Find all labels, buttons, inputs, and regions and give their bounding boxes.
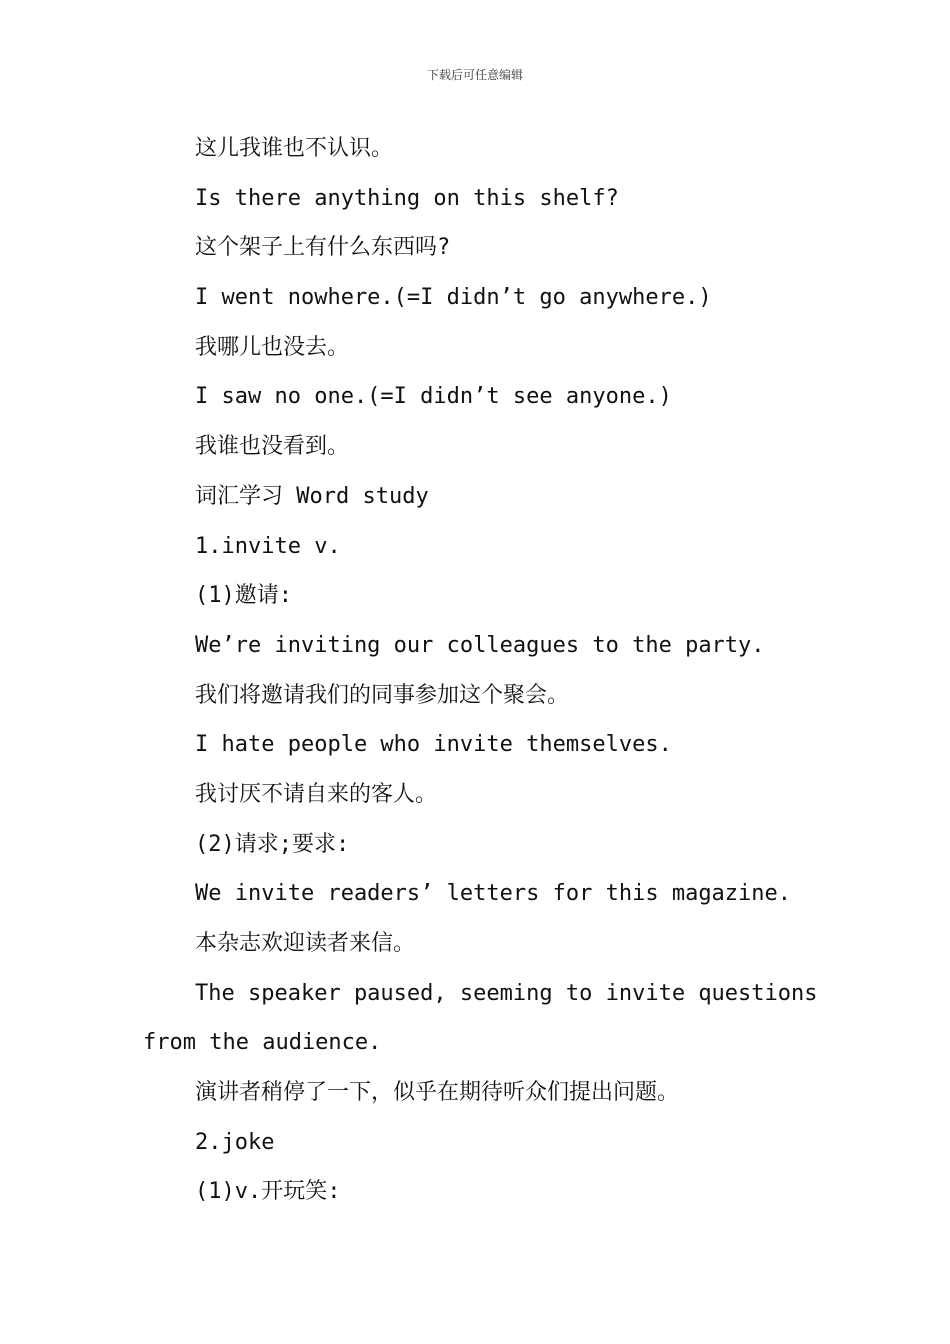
sense-label: (1)v.开玩笑: — [195, 1179, 341, 1205]
text-line: I hate people who invite themselves. — [195, 732, 672, 758]
text-line: 本杂志欢迎读者来信。 — [195, 931, 416, 956]
text-line: 这个架子上有什么东西吗? — [195, 235, 451, 261]
text-line: We invite readers’ letters for this magazine. — [195, 881, 792, 907]
body-text — [0, 128, 950, 1221]
text-line-continuation: from the audience. — [143, 1030, 382, 1056]
vocab-entry: 2.joke — [195, 1129, 275, 1155]
text-line: We’re inviting our colleagues to the party. — [195, 632, 765, 658]
sense-label: (1)邀请: — [195, 583, 292, 609]
text-line: 我们将邀请我们的同事参加这个聚会。 — [195, 682, 570, 708]
text-line: I saw no one.(=I didn’t see anyone.) — [195, 384, 672, 410]
text-line: 我谁也没看到。 — [195, 434, 350, 460]
text-line: 演讲者稍停了一下，似乎在期待听众们提出问题。 — [195, 1080, 680, 1106]
section-heading: 词汇学习 Word study — [195, 483, 429, 509]
text-line: Is there anything on this shelf? — [195, 185, 619, 211]
sense-label: (2)请求;要求: — [195, 831, 350, 857]
text-line: The speaker paused, seeming to invite questions — [195, 980, 818, 1006]
text-line: 我讨厌不请自来的客人。 — [195, 781, 438, 807]
vocab-entry: 1.invite v. — [195, 533, 341, 559]
text-line: 这儿我谁也不认识。 — [195, 136, 394, 161]
text-line: 我哪儿也没去。 — [195, 334, 350, 360]
text-line: I went nowhere.(=I didn’t go anywhere.) — [195, 285, 712, 311]
page-header: 下载后可任意编辑 — [426, 68, 523, 82]
